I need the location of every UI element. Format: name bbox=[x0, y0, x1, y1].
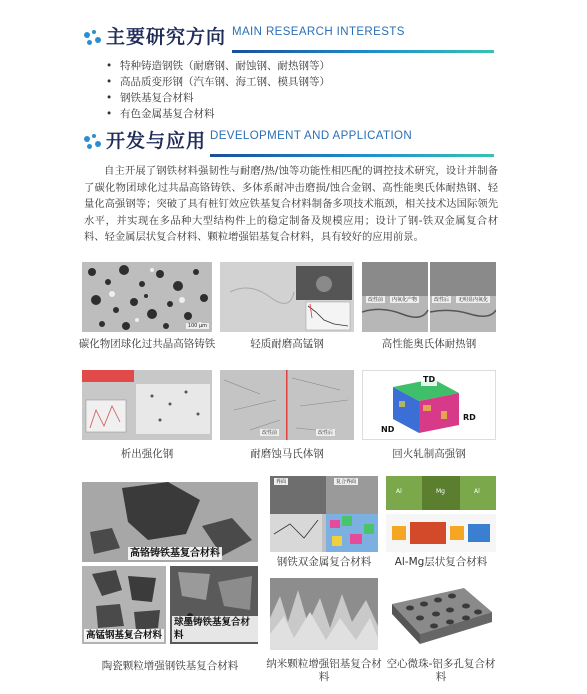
austenite-steel-image bbox=[362, 262, 496, 332]
almg-laminate-image bbox=[386, 476, 496, 552]
tag-after: 改性后 bbox=[434, 297, 450, 303]
tag-before: 改性前 bbox=[262, 430, 278, 436]
section-header-development bbox=[0, 124, 587, 164]
section-underline bbox=[210, 154, 494, 157]
list-item: • 钢铁基复合材料 bbox=[106, 90, 330, 106]
high-cr-composite-image bbox=[82, 482, 258, 562]
axis-nd: ND bbox=[381, 425, 395, 434]
lightweight-steel-image bbox=[220, 262, 354, 332]
caption: Al-Mg层状复合材料 bbox=[394, 556, 488, 568]
list-item: • 高品质变形钢（汽车钢、海工钢、模具钢等） bbox=[106, 74, 330, 90]
precipitation-steel-image bbox=[82, 370, 212, 440]
list-item: • 有色金属基复合材料 bbox=[106, 106, 330, 122]
caption: 空心微珠-铝多孔复合材料 bbox=[386, 658, 496, 683]
caption: 高性能奥氏体耐热钢 bbox=[381, 338, 477, 350]
section-underline bbox=[232, 50, 494, 53]
caption: 钢铁双金属复合材料 bbox=[276, 556, 372, 568]
development-paragraph: 自主开展了钢铁材料强韧性与耐磨/热/蚀等功能性相匹配的调控技术研究，设计并制备了碳化物团球化过共晶高铬铸铁、多体系耐冲击磨损/蚀合金钢、高性能奥氏体耐热钢、轻量化高强钢等；突破了具有桩钉效应铁基复合材料制备多项技术瓶颈，相关技术达国际领先水平，并实现在多品种大型结构件上的稳定制备及规模应用；设计了钢-铁双金属复合材料、轻金属层状复合材料、颗粒增强铝基复合材料，具有较好的应用前景。 bbox=[84, 165, 498, 244]
dots-icon bbox=[84, 30, 106, 54]
section-title-cn: 开发与应用 bbox=[106, 130, 207, 152]
composite-label: 高铬铸铁基复合材料 bbox=[130, 548, 220, 559]
tag-no-oxide: 无明显内氧化 bbox=[458, 297, 489, 303]
tag-interface-2: 界面 bbox=[276, 479, 287, 485]
rolled-steel-image bbox=[362, 370, 496, 440]
section-title-cn: 主要研究方向 bbox=[106, 26, 227, 48]
list-item: • 特种铸造钢铁（耐磨钢、耐蚀钢、耐热钢等） bbox=[106, 58, 330, 74]
carbide-micrograph bbox=[82, 262, 212, 332]
tag-oxide: 内氧化产物 bbox=[392, 297, 418, 303]
layer-al: Al bbox=[396, 488, 402, 495]
bimetal-composite-image bbox=[270, 476, 378, 552]
caption: 纳米颗粒增强铝基复合材料 bbox=[266, 658, 382, 683]
tag-before: 改性前 bbox=[368, 297, 384, 303]
ductile-iron-composite-image bbox=[170, 566, 258, 644]
layer-mg: Mg bbox=[436, 488, 445, 495]
scale-bar-label: 100 μm bbox=[187, 323, 207, 329]
tag-after: 改性后 bbox=[318, 430, 334, 436]
caption: 耐磨蚀马氏体钢 bbox=[250, 448, 324, 460]
caption: 陶瓷颗粒增强钢铁基复合材料 bbox=[101, 660, 239, 672]
caption: 碳化物团球化过共晶高铬铸铁 bbox=[78, 338, 216, 350]
section-title-en: MAIN RESEARCH INTERESTS bbox=[232, 26, 405, 38]
composite-label: 高锰钢基复合材料 bbox=[86, 630, 163, 641]
caption: 析出强化钢 bbox=[120, 448, 174, 460]
composite-label: 球墨铸铁基复合材料 bbox=[172, 616, 258, 642]
tag-interface: 复合界面 bbox=[336, 479, 357, 485]
section-title-en: DEVELOPMENT AND APPLICATION bbox=[210, 130, 413, 142]
research-interests-list bbox=[106, 58, 330, 122]
caption: 轻质耐磨高锰钢 bbox=[250, 338, 324, 350]
dots-icon bbox=[84, 134, 106, 158]
high-mn-composite-image bbox=[82, 566, 166, 644]
section-header-research bbox=[0, 20, 587, 60]
martensite-steel-image bbox=[220, 370, 354, 440]
axis-rd: RD bbox=[463, 413, 476, 422]
hollow-microsphere-image bbox=[386, 578, 496, 650]
caption: 回火轧制高强钢 bbox=[392, 448, 466, 460]
nano-particle-image bbox=[270, 578, 378, 650]
layer-al-2: Al bbox=[474, 488, 480, 495]
axis-td: TD bbox=[423, 375, 436, 384]
